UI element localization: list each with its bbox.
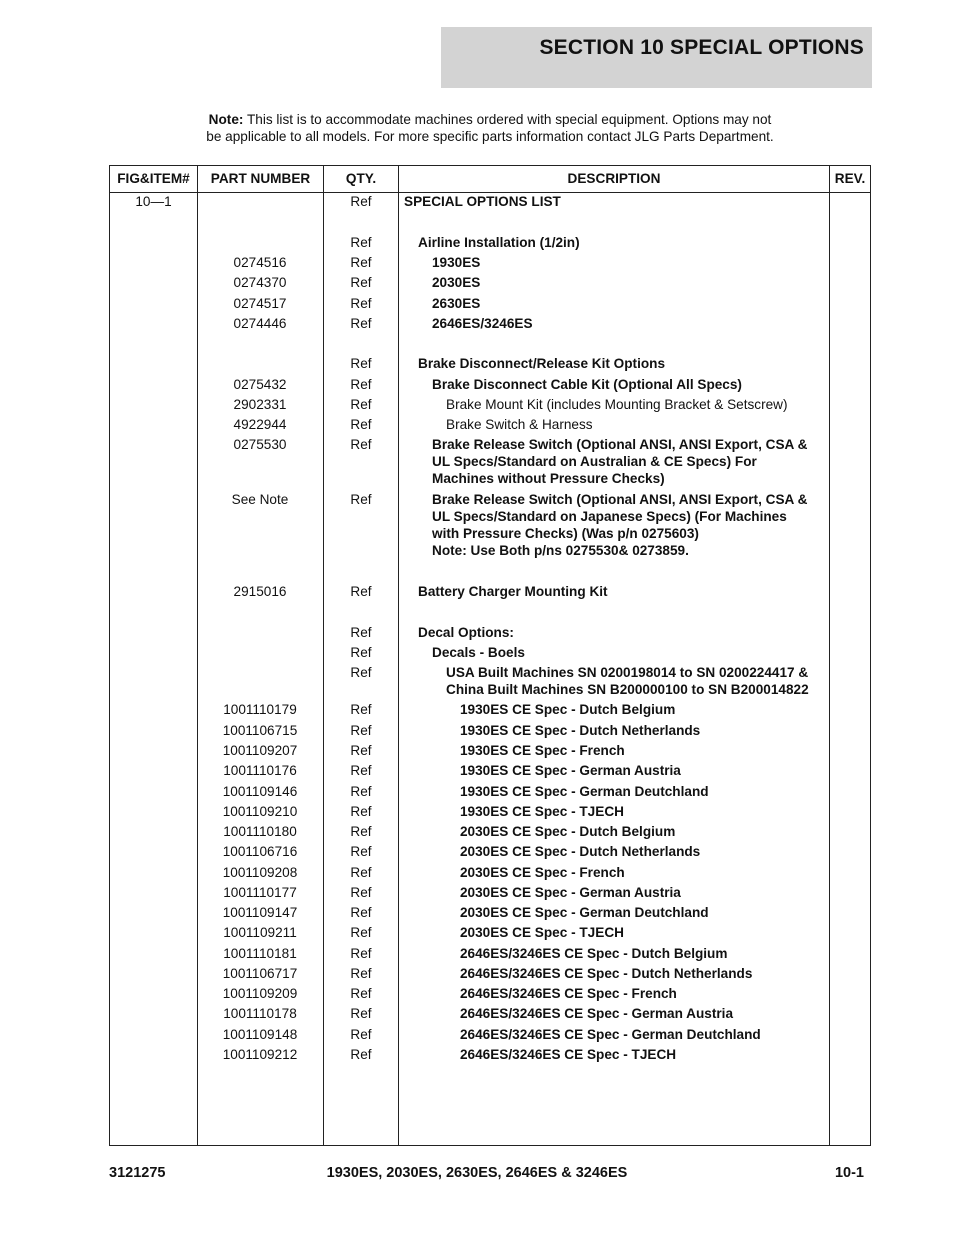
- description-line: Battery Charger Mounting Kit: [418, 584, 608, 599]
- description-line: Brake Switch & Harness: [446, 417, 593, 432]
- column-divider: [398, 166, 399, 1145]
- description-line: 2646ES/3246ES CE Spec - French: [460, 986, 677, 1001]
- description-cell: [404, 436, 857, 487]
- description-cell: [404, 315, 857, 332]
- description-line: USA Built Machines SN 0200198014 to SN 0200224417 &: [446, 665, 809, 680]
- part-number-cell: 1001106717: [222, 966, 298, 981]
- qty-cell: Ref: [350, 584, 372, 599]
- description-line: 2646ES/3246ES CE Spec - TJECH: [460, 1047, 677, 1062]
- qty-cell: Ref: [350, 645, 372, 660]
- header-qty: QTY.: [345, 171, 377, 186]
- description-line: Machines without Pressure Checks): [432, 471, 665, 486]
- description-line: 1930ES CE Spec - Dutch Netherlands: [460, 723, 701, 738]
- qty-cell: Ref: [350, 437, 372, 452]
- part-number-cell: 1001109148: [222, 1027, 298, 1042]
- description-line: 2630ES: [432, 296, 481, 311]
- qty-cell: Ref: [350, 763, 372, 778]
- description-cell: [404, 416, 871, 433]
- part-number-cell: 1001110180: [223, 824, 297, 839]
- description-cell: [404, 396, 871, 413]
- description-cell: [404, 742, 885, 759]
- description-cell: [404, 803, 885, 820]
- part-number-cell: 1001110177: [223, 885, 297, 900]
- description-line: Brake Release Switch (Optional ANSI, ANSI Export, CSA &: [432, 492, 808, 507]
- qty-cell: Ref: [350, 665, 372, 680]
- header-description: DESCRIPTION: [567, 171, 661, 186]
- description-line: Brake Disconnect Cable Kit (Optional All Specs): [432, 377, 742, 392]
- note-paragraph: [100, 111, 880, 145]
- description-cell: [404, 491, 857, 559]
- description-cell: [404, 823, 885, 840]
- description-cell: [404, 965, 885, 982]
- description-line: 2030ES: [432, 275, 481, 290]
- description-line: Airline Installation (1/2in): [418, 235, 580, 250]
- qty-cell: Ref: [350, 824, 372, 839]
- section-header: [441, 27, 872, 88]
- qty-cell: Ref: [350, 625, 372, 640]
- description-line: SPECIAL OPTIONS LIST: [404, 194, 561, 209]
- part-number-cell: 1001110178: [223, 1006, 297, 1021]
- qty-cell: Ref: [350, 865, 372, 880]
- part-number-cell: 1001109146: [222, 784, 298, 799]
- description-line: 2646ES/3246ES CE Spec - Dutch Netherlands: [460, 966, 753, 981]
- description-line: 2030ES CE Spec - French: [460, 865, 625, 880]
- description-line: 2030ES CE Spec - Dutch Belgium: [460, 824, 676, 839]
- description-cell: [404, 924, 885, 941]
- qty-cell: Ref: [350, 492, 372, 507]
- part-number-cell: 0275432: [233, 377, 287, 392]
- description-cell: [404, 624, 843, 641]
- description-line: 1930ES CE Spec - Dutch Belgium: [460, 702, 676, 717]
- part-number-cell: 2902331: [233, 397, 287, 412]
- part-number-cell: 4922944: [233, 417, 287, 432]
- description-line: 1930ES: [432, 255, 481, 270]
- description-line: China Built Machines SN B200000100 to SN B200014822: [446, 682, 809, 697]
- part-number-cell: 1001109209: [222, 986, 298, 1001]
- note-label: Note:: [208, 112, 244, 127]
- description-line: 2030ES CE Spec - Dutch Netherlands: [460, 844, 701, 859]
- description-line: UL Specs/Standard on Japanese Specs) (For Machines: [432, 509, 787, 524]
- description-line: Brake Release Switch (Optional ANSI, ANSI Export, CSA &: [432, 437, 808, 452]
- qty-cell: Ref: [350, 1006, 372, 1021]
- part-number-cell: 1001109147: [222, 905, 298, 920]
- footer-page-number: 10-1: [834, 1165, 864, 1181]
- qty-cell: Ref: [350, 905, 372, 920]
- note-line-1: [100, 111, 880, 128]
- description-line: UL Specs/Standard on Australian & CE Specs) For: [432, 454, 757, 469]
- description-cell: [404, 985, 885, 1002]
- part-number-cell: 2915016: [233, 584, 287, 599]
- part-number-cell: 1001109210: [222, 804, 298, 819]
- description-line: with Pressure Checks) (Was p/n 0275603): [432, 526, 699, 541]
- description-cell: [404, 1005, 885, 1022]
- parts-table: [109, 165, 871, 1146]
- description-line: 2030ES CE Spec - German Deutchland: [460, 905, 709, 920]
- qty-cell: Ref: [350, 723, 372, 738]
- part-number-cell: 0274446: [233, 316, 287, 331]
- qty-cell: Ref: [350, 784, 372, 799]
- description-cell: [404, 295, 857, 312]
- qty-cell: Ref: [350, 275, 372, 290]
- description-line: 1930ES CE Spec - German Austria: [460, 763, 681, 778]
- qty-cell: Ref: [350, 377, 372, 392]
- part-number-cell: 0275530: [233, 437, 287, 452]
- part-number-cell: 1001110179: [223, 702, 297, 717]
- description-line: 2030ES CE Spec - TJECH: [460, 925, 624, 940]
- description-cell: [404, 945, 885, 962]
- description-cell: [404, 664, 871, 698]
- footer-doc-number: 3121275: [109, 1165, 166, 1181]
- description-cell: [404, 884, 885, 901]
- qty-cell: Ref: [350, 296, 372, 311]
- qty-cell: Ref: [350, 702, 372, 717]
- part-number-cell: 0274517: [233, 296, 287, 311]
- qty-cell: Ref: [350, 194, 372, 209]
- qty-cell: Ref: [350, 946, 372, 961]
- header-part-number: PART NUMBER: [210, 171, 311, 186]
- description-cell: [404, 644, 857, 661]
- fig-item-cell: 10—1: [135, 194, 172, 209]
- description-line: Decal Options:: [418, 625, 514, 640]
- description-line: Note: Use Both p/ns 0275530& 0273859.: [432, 543, 689, 558]
- description-cell: [404, 783, 885, 800]
- part-number-cell: 1001106716: [222, 844, 298, 859]
- qty-cell: Ref: [350, 316, 372, 331]
- description-line: 2646ES/3246ES CE Spec - German Austria: [460, 1006, 734, 1021]
- footer-models: 1930ES, 2030ES, 2630ES, 2646ES & 3246ES: [326, 1165, 628, 1181]
- description-cell: [404, 254, 857, 271]
- description-cell: [404, 274, 857, 291]
- qty-cell: Ref: [350, 925, 372, 940]
- part-number-cell: 1001109211: [223, 925, 297, 940]
- qty-cell: Ref: [350, 966, 372, 981]
- description-cell: [404, 864, 885, 881]
- description-line: 1930ES CE Spec - TJECH: [460, 804, 624, 819]
- qty-cell: Ref: [350, 255, 372, 270]
- qty-cell: Ref: [350, 417, 372, 432]
- description-line: 2030ES CE Spec - German Austria: [460, 885, 681, 900]
- qty-cell: Ref: [350, 397, 372, 412]
- description-line: 2646ES/3246ES CE Spec - Dutch Belgium: [460, 946, 728, 961]
- part-number-cell: 0274370: [233, 275, 287, 290]
- description-cell: [404, 843, 885, 860]
- part-number-cell: 1001106715: [222, 723, 298, 738]
- note-text-2: be applicable to all models. For more specific parts information contact JLG Parts Department.: [206, 129, 774, 144]
- header-fig-item: FIG&ITEM#: [117, 171, 190, 186]
- description-cell: [404, 193, 829, 210]
- description-line: Brake Disconnect/Release Kit Options: [418, 356, 666, 371]
- qty-cell: Ref: [350, 804, 372, 819]
- note-text-1: This list is to accommodate machines ordered with special equipment. Options may not: [243, 112, 772, 127]
- description-cell: [404, 722, 885, 739]
- description-line: Decals - Boels: [432, 645, 525, 660]
- description-line: Brake Mount Kit (includes Mounting Bracket & Setscrew): [446, 397, 788, 412]
- qty-cell: Ref: [350, 1027, 372, 1042]
- qty-cell: Ref: [350, 235, 372, 250]
- qty-cell: Ref: [350, 986, 372, 1001]
- description-cell: [404, 1026, 885, 1043]
- description-cell: [404, 376, 857, 393]
- part-number-cell: 1001109208: [222, 865, 298, 880]
- header-rev: REV.: [834, 171, 866, 186]
- part-number-cell: 0274516: [233, 255, 287, 270]
- qty-cell: Ref: [350, 743, 372, 758]
- description-line: 2646ES/3246ES CE Spec - German Deutchland: [460, 1027, 761, 1042]
- description-cell: [404, 234, 843, 251]
- description-cell: [404, 904, 885, 921]
- description-line: 1930ES CE Spec - French: [460, 743, 625, 758]
- description-cell: [404, 355, 843, 372]
- description-cell: [404, 762, 885, 779]
- part-number-cell: See Note: [231, 492, 289, 507]
- qty-cell: Ref: [350, 844, 372, 859]
- section-title: SECTION 10 SPECIAL OPTIONS: [539, 36, 864, 59]
- description-cell: [404, 1046, 885, 1063]
- part-number-cell: 1001110181: [223, 946, 297, 961]
- description-line: 2646ES/3246ES: [432, 316, 533, 331]
- description-cell: [404, 701, 885, 718]
- qty-cell: Ref: [350, 1047, 372, 1062]
- qty-cell: Ref: [350, 356, 372, 371]
- part-number-cell: 1001109212: [222, 1047, 298, 1062]
- part-number-cell: 1001109207: [222, 743, 298, 758]
- description-cell: [404, 583, 843, 600]
- qty-cell: Ref: [350, 885, 372, 900]
- description-line: 1930ES CE Spec - German Deutchland: [460, 784, 709, 799]
- part-number-cell: 1001110176: [223, 763, 297, 778]
